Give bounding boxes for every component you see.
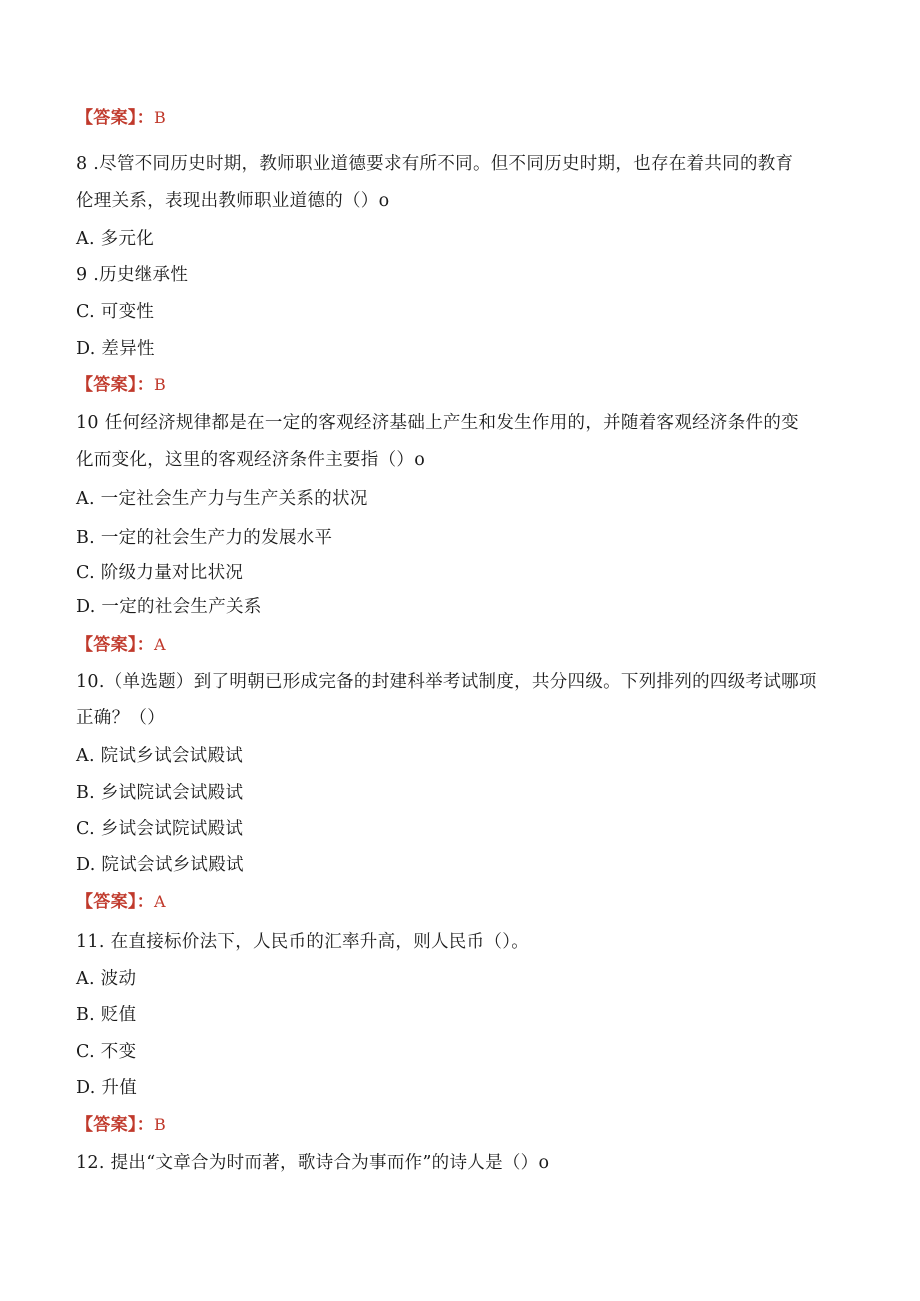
text-line: 伦理关系，表现出教师职业道德的（）o xyxy=(76,191,390,211)
text-line: C. 可变性 xyxy=(76,302,155,322)
answer-value: B xyxy=(154,108,167,127)
text-line: 正确？（） xyxy=(76,708,165,728)
text-line: 8 .尽管不同历史时期，教师职业道德要求有所不同。但不同历史时期，也存在着共同的教育 xyxy=(76,154,794,174)
text-line: 10 任何经济规律都是在一定的客观经济基础上产生和发生作用的，并随着客观经济条件的变 xyxy=(76,413,799,433)
text-line: B. 贬值 xyxy=(76,1005,137,1025)
answer-line xyxy=(76,106,166,130)
answer-value: A xyxy=(154,635,166,654)
answer-line xyxy=(76,633,166,657)
answer-line xyxy=(76,890,166,914)
text-line: 11. 在直接标价法下，人民币的汇率升高，则人民币（）。 xyxy=(76,932,530,952)
text-line: B. 一定的社会生产力的发展水平 xyxy=(76,528,333,548)
text-line: C. 不变 xyxy=(76,1042,137,1062)
answer-line xyxy=(76,373,166,397)
text-line: D. 一定的社会生产关系 xyxy=(76,597,262,617)
answer-value: B xyxy=(154,375,167,394)
text-line: A. 院试乡试会试殿试 xyxy=(76,746,244,766)
text-line: C. 乡试会试院试殿试 xyxy=(76,819,244,839)
text-line: 12. 提出“文章合为时而著，歌诗合为事而作”的诗人是（）o xyxy=(76,1153,550,1173)
text-line: C. 阶级力量对比状况 xyxy=(76,563,244,583)
answer-value: A xyxy=(154,892,166,911)
text-line: 10.（单选题）到了明朝已形成完备的封建科举考试制度，共分四级。下列排列的四级考试哪项 xyxy=(76,672,817,692)
text-line: B. 乡试院试会试殿试 xyxy=(76,783,244,803)
answer-label: 【答案】： xyxy=(76,635,154,655)
answer-line xyxy=(76,1113,166,1137)
answer-label: 【答案】： xyxy=(76,375,154,395)
text-line: D. 差异性 xyxy=(76,339,155,359)
text-line: A. 一定社会生产力与生产关系的状况 xyxy=(76,489,368,509)
text-line: D. 升值 xyxy=(76,1078,138,1098)
text-line: 化而变化，这里的客观经济条件主要指（）o xyxy=(76,450,426,470)
text-line: D. 院试会试乡试殿试 xyxy=(76,855,244,875)
answer-value: B xyxy=(154,1115,167,1134)
text-line: A. 波动 xyxy=(76,969,137,989)
answer-label: 【答案】： xyxy=(76,1115,154,1135)
answer-label: 【答案】： xyxy=(76,108,154,128)
text-line: 9 .历史继承性 xyxy=(76,265,189,285)
answer-label: 【答案】： xyxy=(76,892,154,912)
text-line: A. 多元化 xyxy=(76,229,155,249)
